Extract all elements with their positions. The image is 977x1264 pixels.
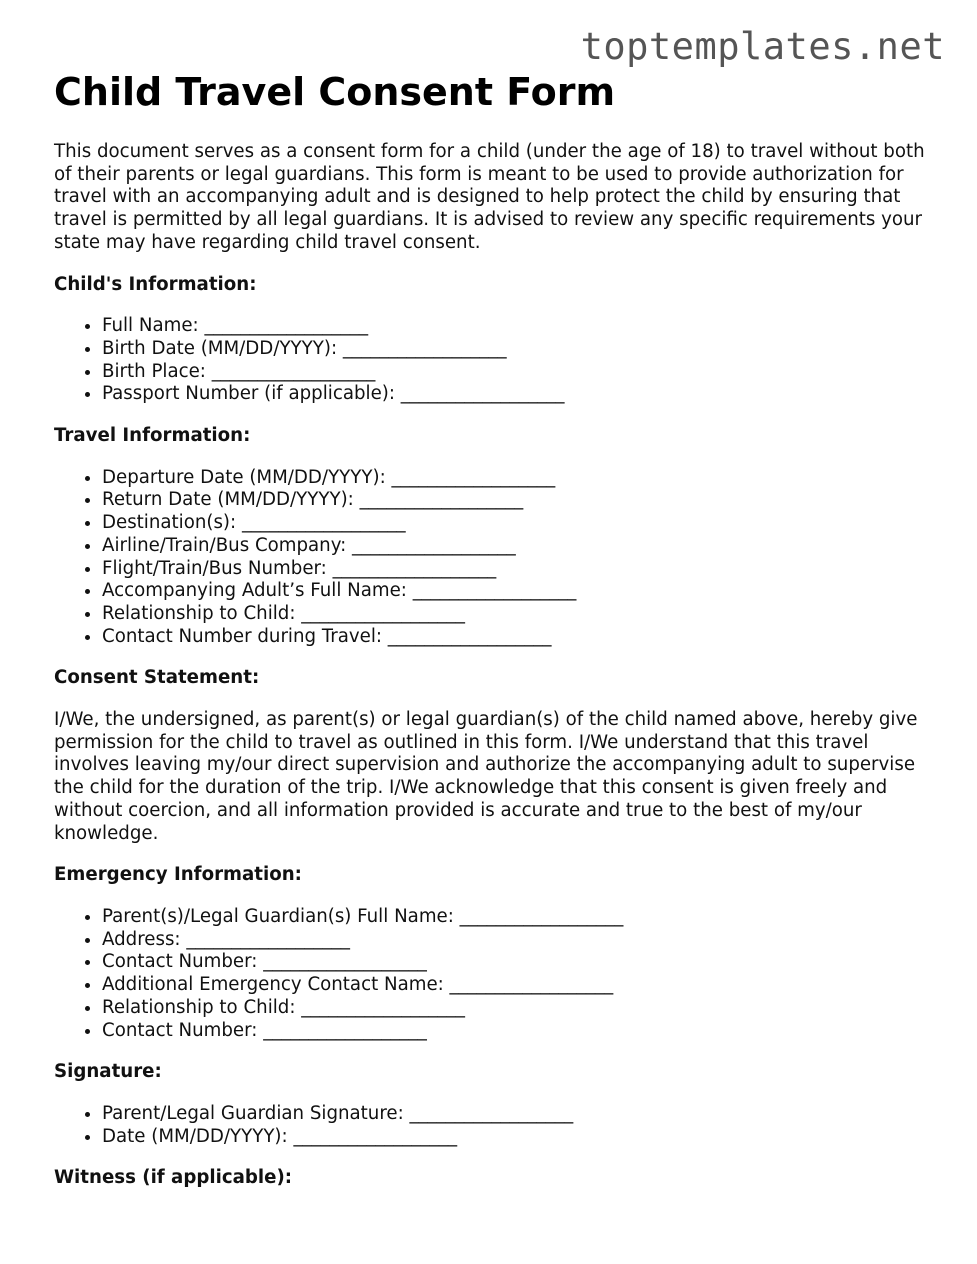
list-item: • Birth Date (MM/DD/YYYY): __________________: [102, 338, 934, 361]
intro-paragraph: This document serves as a consent form for a child (under the age of 18) to travel without both of their parents or legal guardians. This form is meant to be used to provide authorization for travel with an accompanying adult and is designed to help protect the child by ensuring that travel is permitted by all legal guardians. It is advised to review any specific requirements your state may have regarding child travel consent.: [54, 141, 925, 253]
consent-statement-heading: Consent Statement:: [54, 667, 260, 689]
consent-statement-paragraph: I/We, the undersigned, as parent(s) or legal guardian(s) of the child named above, hereby give permission for the child to travel as outlined in this form. I/We understand that this travel involves leaving my/our direct supervision and authorize the accompanying adult to supervise the child for the duration of the trip. I/We acknowledge that this consent is given freely and without coercion, and all information provided is accurate and true to the best of my/our knowledge.: [54, 709, 918, 844]
list-item: • Destination(s): __________________: [102, 512, 934, 535]
child-info-list: [54, 315, 934, 406]
list-item: • Contact Number during Travel: __________________: [102, 626, 934, 649]
list-item: • Parent/Legal Guardian Signature: __________________: [102, 1103, 934, 1126]
list-item: • Relationship to Child: __________________: [102, 997, 934, 1020]
watermark: toptemplates.net: [580, 25, 945, 68]
signature-heading: Signature:: [54, 1061, 162, 1083]
list-item: • Address: __________________: [102, 929, 934, 952]
child-info-heading: Child's Information:: [54, 273, 257, 295]
document-body: [54, 141, 934, 1190]
travel-info-list: [54, 467, 934, 649]
witness-heading: Witness (if applicable):: [54, 1167, 293, 1189]
list-item: • Date (MM/DD/YYYY): __________________: [102, 1126, 934, 1149]
list-item: • Birth Place: __________________: [102, 361, 934, 384]
list-item: • Flight/Train/Bus Number: __________________: [102, 558, 934, 581]
list-item: • Airline/Train/Bus Company: __________________: [102, 535, 934, 558]
list-item: • Parent(s)/Legal Guardian(s) Full Name: __________________: [102, 906, 934, 929]
page-title: Child Travel Consent Form: [54, 70, 616, 114]
list-item: • Return Date (MM/DD/YYYY): __________________: [102, 489, 934, 512]
travel-info-heading: Travel Information:: [54, 425, 251, 447]
list-item: • Additional Emergency Contact Name: __________________: [102, 974, 934, 997]
list-item: • Contact Number: __________________: [102, 951, 934, 974]
list-item: • Passport Number (if applicable): __________________: [102, 383, 934, 406]
list-item: • Accompanying Adult’s Full Name: __________________: [102, 580, 934, 603]
list-item: • Departure Date (MM/DD/YYYY): __________________: [102, 467, 934, 490]
emergency-info-list: [54, 906, 934, 1042]
signature-list: [54, 1103, 934, 1148]
list-item: • Contact Number: __________________: [102, 1020, 934, 1043]
list-item: • Full Name: __________________: [102, 315, 934, 338]
emergency-info-heading: Emergency Information:: [54, 864, 302, 886]
list-item: • Relationship to Child: __________________: [102, 603, 934, 626]
